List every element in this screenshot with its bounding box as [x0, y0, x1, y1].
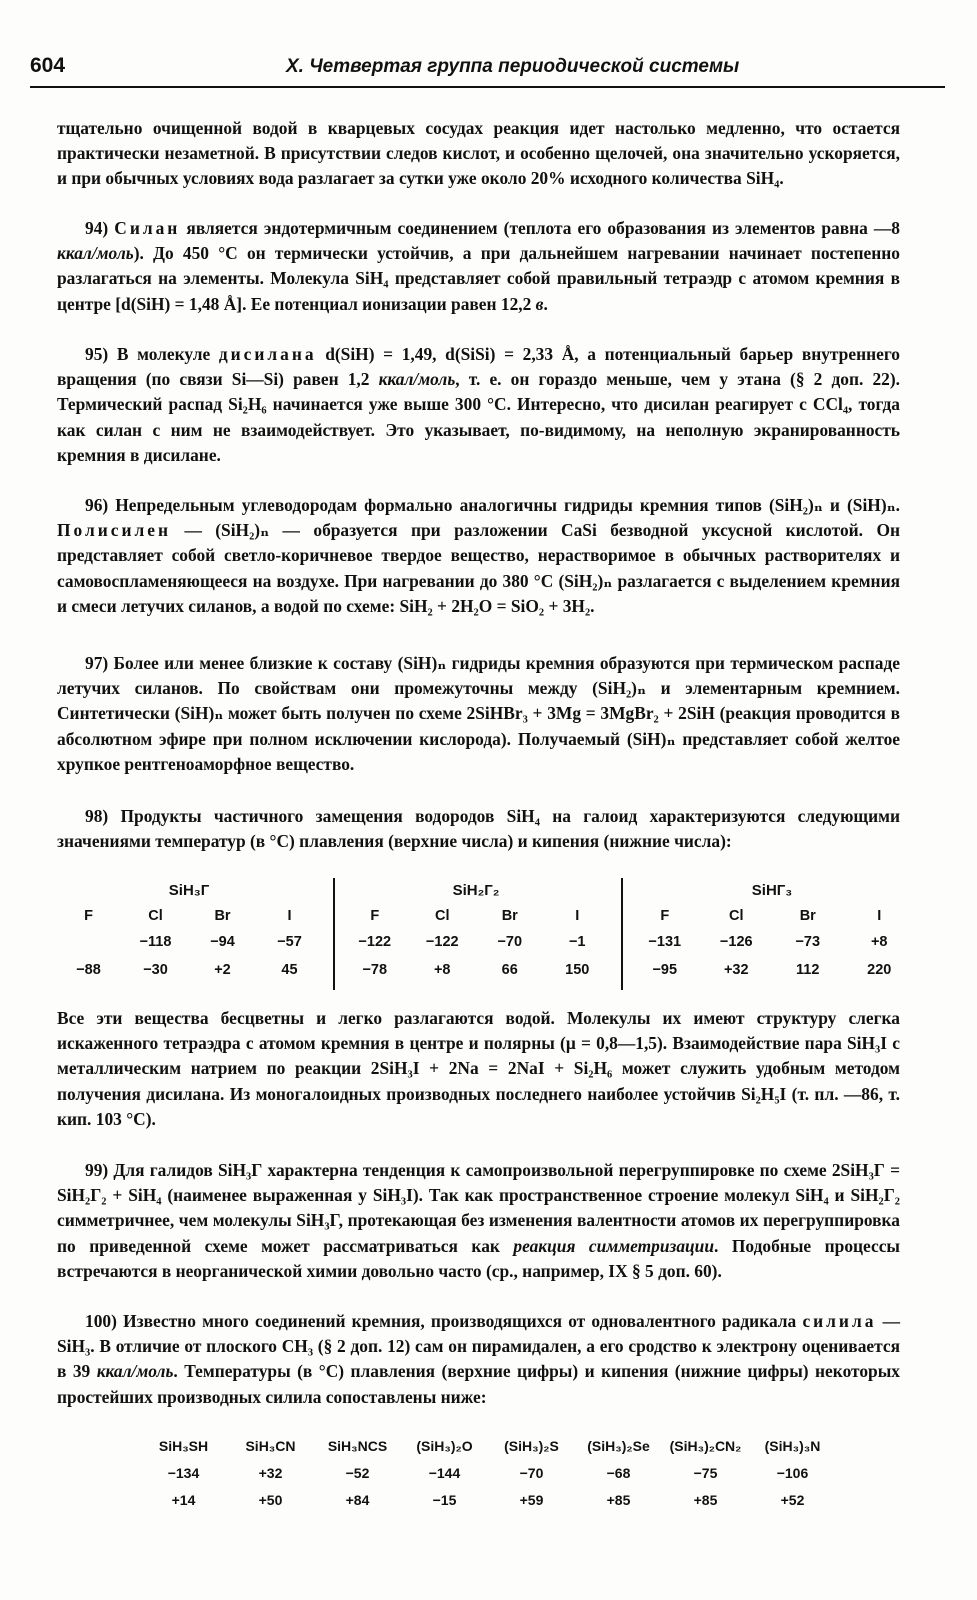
halide-table	[55, 876, 915, 994]
table-cell: −122	[358, 934, 392, 950]
paragraph-continuation	[57, 116, 900, 192]
table-cell: −15	[432, 1491, 457, 1508]
term-symmetrization: реакция симметризации	[513, 1235, 715, 1256]
term-silane: Силан	[114, 218, 181, 238]
column-header-row	[341, 908, 611, 924]
table-cell: +14	[171, 1491, 196, 1508]
column-header: I	[877, 908, 882, 924]
paragraph-text: . Подобные процессы встречаются в неорганической химии довольно часто (ср., например, IX § 5 доп. 60).	[57, 1235, 900, 1281]
paragraph-text: .	[543, 293, 548, 314]
note-number: 94)	[85, 218, 109, 238]
paragraph-text: Непредельным углеводородам формально аналогичны гидриды кремния типов (SiH₂)ₙ и (SiH)ₙ.	[108, 495, 900, 515]
table-cell: −94	[210, 934, 235, 950]
note-97	[57, 651, 900, 777]
note-96	[57, 493, 900, 619]
boiling-row	[629, 962, 915, 978]
compound-name: SiH₃SH	[158, 1437, 209, 1454]
table-cell: −122	[425, 934, 459, 950]
term-disilane: дисилана	[218, 344, 317, 364]
table-cell: 220	[867, 962, 892, 978]
table-cell: −144	[428, 1464, 461, 1481]
compound-name: (SiH₃)₂O	[416, 1437, 473, 1454]
column-header: F	[84, 908, 93, 924]
table-group-sih2x2	[341, 876, 611, 994]
note-number: 99)	[85, 1160, 109, 1180]
table-cell: −78	[362, 962, 388, 978]
paragraph-text: Более или менее близкие к составу (SiH)ₙ гидриды кремния образуются при термическом распаде летучих силанов. По свойствам они промежуточны между (SiH₂)ₙ и элементарным кремнием. Синтетически (SiH)ₙ может быть получен по схеме 2SiHBr₃ + 3Mg = 3MgBr₂ + 2SiH (реакция проводится в абсолютном эфире при полном исключении кислорода). Получаемый (SiH)ₙ представляет собой желтое хрупкое рентгеноаморфное вещество.	[57, 653, 900, 774]
column-header: Cl	[729, 908, 744, 924]
silyl-table	[140, 1432, 840, 1513]
page-header	[30, 50, 945, 80]
table-cell: 150	[565, 962, 590, 978]
table-cell: −95	[652, 962, 678, 978]
table-cell: −75	[693, 1464, 718, 1481]
table-cell: −57	[277, 934, 302, 950]
table-divider	[333, 878, 335, 990]
paragraph-text: Все эти вещества бесцветны и легко разлагаются водой. Молекулы их имеют структуру слегка искаженного тетраэдра с атомом кремния в центре и полярны (μ = 0,8—1,5). Взаимодействие пара SiH₃I с металлическим натрием по реакции 2SiH₃I + 2Na = 2NaI + Si₂H₆ может служить удобным методом получения дисилана. Из моногалоидных производных последнего наиболее устойчив Si₂H₅I (т. пл. —86, т. кип. 103 °С).	[57, 1008, 900, 1129]
table-cell: +85	[693, 1491, 718, 1508]
table-cell: +59	[519, 1491, 544, 1508]
compound-row	[140, 1432, 840, 1459]
table-cell	[55, 934, 122, 950]
table-cell: −70	[519, 1464, 544, 1481]
melting-row	[341, 934, 611, 950]
table-cell: +84	[345, 1491, 370, 1508]
table-cell: 66	[501, 962, 518, 978]
paragraph-after-table	[57, 1006, 900, 1132]
table-cell: +8	[870, 934, 888, 950]
table-cell: −52	[345, 1464, 370, 1481]
table-cell: −88	[76, 962, 101, 978]
compound-name: (SiH₃)₂S	[504, 1437, 559, 1454]
table-cell: 112	[796, 962, 820, 978]
column-header: Cl	[435, 908, 450, 924]
melting-row	[629, 934, 915, 950]
table-cell: 45	[281, 962, 298, 978]
note-99	[57, 1158, 900, 1284]
paragraph-text: — SiH₃. В отличие от плоского CH₃ (§ 2 доп. 12) сам он пирамидален, а его сродство к электрону оценивается в 39	[57, 1311, 900, 1382]
unit-text: в	[535, 293, 544, 314]
unit-text: ккал/моль	[57, 243, 134, 264]
column-header: Cl	[148, 908, 163, 924]
note-98	[57, 804, 900, 854]
table-group-sihx3	[629, 876, 915, 994]
table-cell: −1	[568, 934, 586, 950]
boiling-row	[55, 962, 323, 978]
table-group-sih3x	[55, 876, 323, 994]
unit-text: ккал/моль	[378, 369, 456, 390]
term-silyl: силила	[802, 1311, 877, 1331]
column-header: I	[575, 908, 580, 924]
paragraph-text: является эндотермичным соединением (теплота его образования из элементов равна —8	[180, 218, 900, 238]
term-polysilene: Полисилен	[57, 520, 172, 541]
column-header: Br	[501, 908, 518, 924]
table-cell: −106	[776, 1464, 809, 1481]
table-cell: +52	[780, 1491, 805, 1508]
note-number: 96)	[85, 495, 109, 515]
running-title: X. Четвертая группа периодической системы	[286, 56, 740, 77]
paragraph-text: , т. е. он гораздо меньше, чем у этана (§ 2 доп. 22). Термический распад Si₂H₆ начинается уже выше 300 °С. Интересно, что дисилан реагирует с CCl₄, тогда как силан с ним не взаимодействует. Это указывает, по-видимому, на неполную экранированность кремния в дисилане.	[57, 369, 900, 465]
paragraph-text: — (SiH₂)ₙ — образуется при разложении CaSi безводной уксусной кислотой. Он представляет собой светло-коричневое твердое вещество, нерастворимое в обычных растворителях и самовоспламеняющееся на воздухе. При нагревании до 380 °С (SiH₂)ₙ разлагается с выделением кремния и смеси летучих силанов, а водой по схеме: SiH₂ + 2H₂O = SiO₂ + 3H₂.	[57, 520, 900, 616]
column-header-row	[629, 908, 915, 924]
page-number: 604	[30, 54, 66, 77]
table-divider	[621, 878, 623, 990]
column-header: F	[370, 908, 380, 924]
table-cell: +32	[258, 1464, 283, 1481]
boiling-row	[341, 962, 611, 978]
compound-name: SiH₃NCS	[327, 1437, 388, 1454]
table-cell: −68	[606, 1464, 631, 1481]
paragraph-text: ). До 450 °С он термически устойчив, а при дальнейшем нагревании начинает постепенно разлагаться на элементы. Молекула SiH₄ представляет собой правильный тетраэдр с атомом кремния в центре [d(SiH) = 1,48 Å]. Ее потенциал ионизации равен 12,2	[57, 243, 900, 314]
paragraph-text: тщательно очищенной водой в кварцевых сосудах реакция идет настолько медленно, что остается практически незаметной. В присутствии следов кислот, и особенно щелочей, она значительно ускоряется, и при обычных условиях вода разлагает за сутки уже около 20% исходного количества SiH₄.	[57, 118, 900, 189]
compound-name: (SiH₃)₃N	[764, 1437, 821, 1454]
group-title: SiH₃Г	[168, 882, 210, 899]
group-title: SiH₂Г₂	[452, 882, 500, 899]
table-cell: −134	[167, 1464, 200, 1481]
table-cell: −118	[139, 934, 172, 950]
table-cell: −73	[795, 934, 821, 950]
boiling-row	[140, 1486, 840, 1513]
table-cell: −126	[719, 934, 753, 950]
paragraph-text: Известно много соединений кремния, производящихся от одновалентного радикала	[116, 1311, 803, 1331]
melting-row	[55, 934, 323, 950]
header-rule	[30, 86, 945, 88]
note-100	[57, 1309, 900, 1410]
note-number: 98)	[85, 806, 109, 826]
note-95	[57, 342, 900, 468]
column-header: I	[287, 908, 292, 924]
table-cell: −131	[648, 934, 682, 950]
table-cell: +50	[258, 1491, 283, 1508]
paragraph-text: Для галидов SiH₃Г характерна тенденция к самопроизвольной перегруппировке по схеме 2SiH₃Г = SiH₂Г₂ + SiH₄ (наименее выраженная у SiH₃I). Так как пространственное строение молекул SiH₄ и SiH₂Г₂ симметричнее, чем молекулы SiH₃Г, протекающая без изменения валентности атомов их перегруппировка по приведенной схеме может рассматриваться как	[57, 1160, 900, 1256]
compound-name: (SiH₃)₂Se	[587, 1437, 650, 1454]
note-94	[57, 216, 900, 317]
column-header-row	[55, 908, 323, 924]
compound-name: (SiH₃)₂CN₂	[669, 1437, 742, 1454]
table-cell: −70	[497, 934, 523, 950]
group-title: SiHГ₃	[751, 882, 793, 899]
column-header: F	[660, 908, 670, 924]
paragraph-text: d(SiH) = 1,49, d(SiSi) = 2,33 Å, а потенциальный барьер внутреннего вращения (по связи Si—Si) равен 1,2	[57, 344, 900, 390]
table-cell: +8	[433, 962, 451, 978]
note-number: 97)	[85, 653, 109, 673]
column-header: Br	[799, 908, 816, 924]
table-cell: −30	[143, 962, 168, 978]
column-header: Br	[214, 908, 231, 924]
table-cell: +32	[723, 962, 749, 978]
note-number: 100)	[85, 1311, 117, 1331]
table-cell: +85	[606, 1491, 631, 1508]
paragraph-text: . Температуры (в °С) плавления (верхние цифры) и кипения (нижние цифры) некоторых простейших производных силила сопоставлены ниже:	[57, 1361, 900, 1407]
table-cell: +2	[214, 962, 231, 978]
note-number: 95)	[85, 344, 109, 364]
paragraph-text: В молекуле	[108, 344, 219, 364]
melting-row	[140, 1459, 840, 1486]
compound-name: SiH₃CN	[245, 1437, 296, 1454]
unit-text: ккал/моль	[96, 1361, 174, 1382]
paragraph-text: Продукты частичного замещения водородов SiH₄ на галоид характеризуются следующими значениями температур (в °С) плавления (верхние числа) и кипения (нижние числа):	[57, 806, 900, 852]
